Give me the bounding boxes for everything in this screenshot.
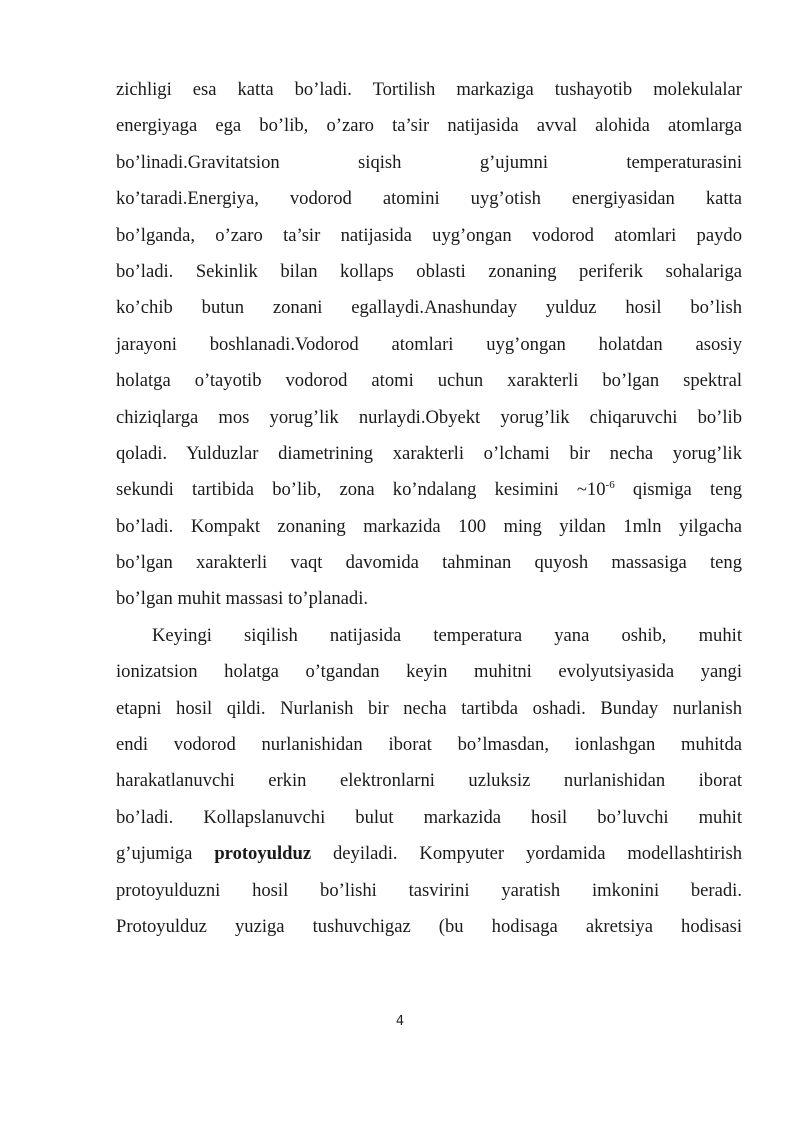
text-line: endi vodorod nurlanishidan iborat bo’lmasdan, ionlashgan muhitda <box>116 734 742 756</box>
text-line: etapni hosil qildi. Nurlanish bir necha tartibda oshadi. Bunday nurlanish <box>116 697 742 719</box>
text-line: chiziqlarga mos yorug’lik nurlaydi.Obyekt yorug’lik chiqaruvchi bo’lib <box>116 406 742 428</box>
text-line-superscript <box>116 472 742 508</box>
text-line: bo’lganda, o’zaro ta’sir natijasida uyg’ongan vodorod atomlari paydo <box>116 224 742 246</box>
text-line-bold-term <box>116 836 742 872</box>
text-line-paragraph-start: Keyingi siqilish natijasida temperatura yana oshib, muhit <box>152 624 742 646</box>
text-line: jarayoni boshlanadi.Vodorod atomlari uyg’ongan holatdan asosiy <box>116 333 742 355</box>
paragraph-1 <box>116 72 742 472</box>
text-line: bo’ladi. Kompakt zonaning markazida 100 ming yildan 1mln yilgacha <box>116 515 742 537</box>
text-line: bo’lgan xarakterli vaqt davomida tahminan quyosh massasiga teng <box>116 552 742 574</box>
text-span: g’ujumiga <box>116 843 215 865</box>
bold-term: protoyulduz <box>214 843 312 865</box>
text-line: bo’ladi. Sekinlik bilan kollaps oblasti zonaning periferik sohalariga <box>116 260 742 282</box>
text-line: energiyaga ega bo’lib, o’zaro ta’sir natijasida avval alohida atomlarga <box>116 115 742 137</box>
text-line: bo’ladi. Kollapslanuvchi bulut markazida hosil bo’luvchi muhit <box>116 806 742 828</box>
superscript-exponent: -6 <box>605 479 615 492</box>
text-line: ionizatsion holatga o’tgandan keyin muhitni evolyutsiyasida yangi <box>116 661 742 683</box>
text-line: qoladi. Yulduzlar diametrining xarakterli o’lchami bir necha yorug’lik <box>116 442 742 464</box>
text-line-paragraph-end: bo’lgan muhit massasi to’planadi. <box>116 588 369 610</box>
text-line: zichligi esa katta bo’ladi. Tortilish markaziga tushayotib molekulalar <box>116 79 742 100</box>
text-line: harakatlanuvchi erkin elektronlarni uzluksiz nurlanishidan iborat <box>116 770 742 792</box>
text-line: ko’chib butun zonani egallaydi.Anashunday yulduz hosil bo’lish <box>116 297 742 319</box>
text-line: protoyulduzni hosil bo’lishi tasvirini yaratish imkonini beradi. <box>116 879 742 901</box>
text-span: qismiga teng <box>614 479 742 501</box>
text-line: ko’taradi.Energiya, vodorod atomini uyg’otish energiyasidan katta <box>116 188 742 210</box>
text-span: deyiladi. Kompyuter yordamida modellashtirish <box>311 843 742 865</box>
text-line: holatga o’tayotib vodorod atomi uchun xarakterli bo’lgan spektral <box>116 370 742 392</box>
text-line: Protoyulduz yuziga tushuvchigaz (bu hodisaga akretsiya hodisasi <box>116 915 742 937</box>
document-body <box>116 72 742 945</box>
page-number: 4 <box>395 1014 405 1029</box>
text-line: bo’linadi.Gravitatsion siqish g’ujumni temperaturasini <box>116 151 742 173</box>
text-span: sekundi tartibida bo’lib, zona ko’ndalang kesimini ~10 <box>116 479 606 501</box>
